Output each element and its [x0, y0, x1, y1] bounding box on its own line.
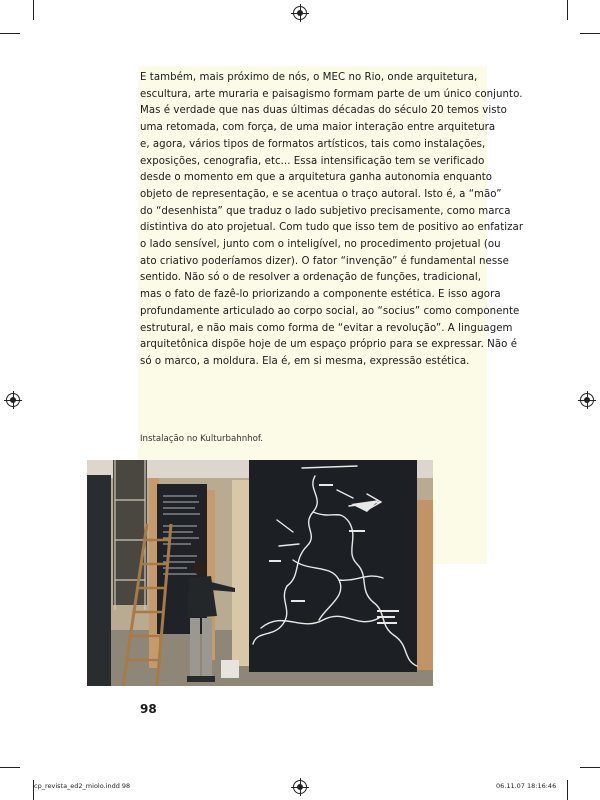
text-line: sentido. Não só o de resolver a ordenação de funções, tradicional,: [140, 272, 482, 284]
crop-mark-left-bottom: [0, 767, 20, 768]
registration-mark-right: [580, 393, 594, 407]
text-line: só o marco, a moldura. Ela é, em si mesma, expressão estética.: [140, 355, 470, 367]
crop-mark-right-top: [580, 33, 600, 34]
text-line: e, agora, vários tipos de formatos artísticos, tais como instalações,: [140, 138, 486, 150]
crop-mark-bottom-right: [567, 780, 568, 800]
registration-mark-top: [293, 6, 307, 20]
text-line: mas o fato de fazê-lo priorizando a componente estética. E isso agora: [140, 289, 501, 301]
text-line: exposições, cenografia, etc... Essa intensificação tem se verificado: [140, 155, 485, 167]
text-line: arquitetônica dispõe hoje de um espaço próprio para se expressar. Não é: [140, 339, 518, 351]
text-line: do “desenhista” que traduz o lado subjetivo precisamente, como marca: [140, 205, 511, 217]
text-line: o lado sensível, junto com o inteligível, no procedimento projetual (ou: [140, 239, 501, 251]
body-paragraph: [140, 70, 524, 371]
crop-mark-left-top: [0, 33, 20, 34]
page-number: 98: [140, 702, 157, 716]
installation-photo: [87, 460, 433, 686]
text-line: ato criativo poderíamos dizer). O fator “invenção” é fundamental nesse: [140, 255, 509, 267]
registration-mark-bottom: [293, 780, 307, 794]
text-line: objeto de representação, e se acentua o traço autoral. Isto é, a “mão”: [140, 188, 502, 200]
text-line: profundamente articulado ao corpo social, ao “socius” como componente: [140, 305, 520, 317]
text-line: desde o momento em que a arquitetura ganha autonomia enquanto: [140, 172, 493, 184]
crop-mark-top-left: [33, 0, 34, 20]
text-line: escultura, arte muraria e paisagismo formam parte de um único conjunto.: [140, 88, 523, 100]
text-line: distintiva do ato projetual. Com tudo que isso tem de positivo ao enfatizar: [140, 222, 524, 234]
registration-mark-left: [6, 393, 20, 407]
crop-mark-top-right: [567, 0, 568, 20]
text-line: E também, mais próximo de nós, o MEC no Rio, onde arquitetura,: [140, 72, 478, 83]
text-line: estrutural, e não mais como forma de “evitar a revolução”. A linguagem: [140, 322, 513, 334]
text-line: uma retomada, com força, de uma maior interação entre arquitetura: [140, 122, 496, 134]
slug-filename: cp_revista_ed2_miolo.indd 98: [34, 782, 131, 790]
photo-caption: Instalação no Kulturbahnhof.: [140, 434, 264, 444]
crop-mark-right-bottom: [580, 767, 600, 768]
text-line: Mas é verdade que nas duas últimas décadas do século 20 temos visto: [140, 105, 507, 117]
slug-timestamp: 06.11.07 18:16:46: [496, 782, 557, 790]
